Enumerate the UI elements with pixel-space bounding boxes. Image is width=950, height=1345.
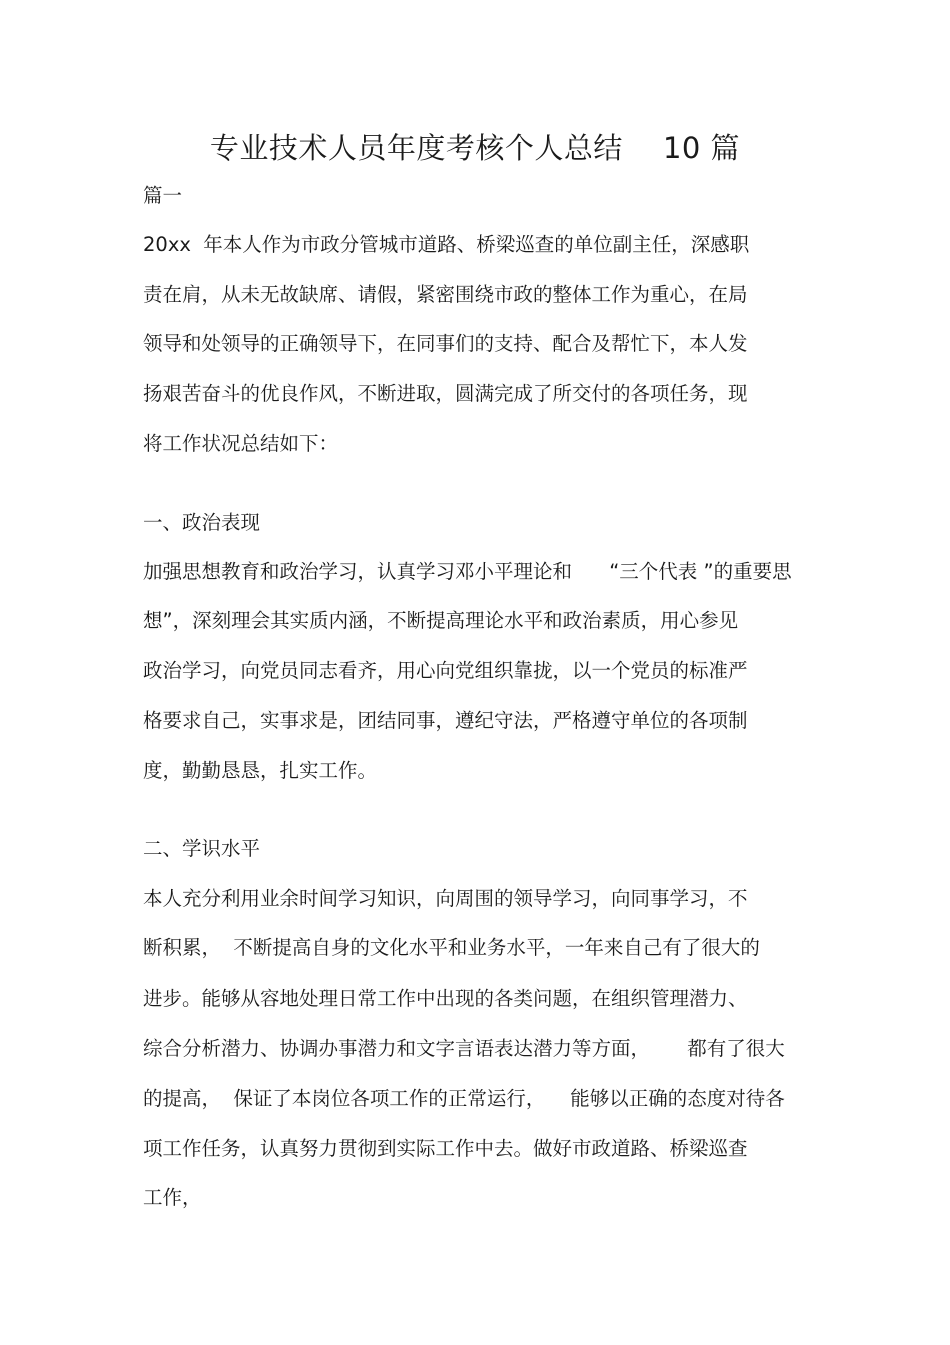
paragraph-line: 的提高， 保证了本岗位各项工作的正常运行， 能够以正确的态度对待各: [143, 1087, 785, 1110]
paragraph-line: 项工作任务，认真努力贯彻到实际工作中去。做好市政道路、桥梁巡查: [143, 1137, 748, 1160]
section-heading-politics: 一、政治表现: [143, 511, 261, 534]
paragraph-line: 本人充分利用业余时间学习知识，向周围的领导学习，向同事学习，不: [143, 887, 748, 910]
paragraph-line: 政治学习，向党员同志看齐，用心向党组织靠拢，以一个党员的标准严: [143, 659, 748, 682]
title-text: 专业技术人员年度考核个人总结: [209, 131, 623, 165]
title-count: 10 篇: [662, 131, 741, 165]
section-heading-knowledge: 二、学识水平: [143, 837, 261, 860]
paragraph-line: 将工作状况总结如下：: [143, 432, 339, 455]
paragraph-line: 工作，: [143, 1186, 202, 1209]
paragraph-line: 进步。能够从容地处理日常工作中出现的各类问题，在组织管理潜力、: [143, 987, 748, 1010]
paragraph-line: 度，勤勤恳恳，扎实工作。: [143, 759, 378, 782]
paragraph-line: 格要求自己，实事求是，团结同事，遵纪守法，严格遵守单位的各项制: [143, 709, 748, 732]
paragraph-line: 综合分析潜力、协调办事潜力和文字言语表达潜力等方面， 都有了很大: [143, 1037, 785, 1060]
paragraph-line: 扬艰苦奋斗的优良作风，不断进取，圆满完成了所交付的各项任务，现: [143, 382, 748, 405]
paragraph-line: 责在肩，从未无故缺席、请假，紧密围绕市政的整体工作为重心，在局: [143, 283, 748, 306]
paragraph-line: 加强思想教育和政治学习，认真学习邓小平理论和 “三个代表 ”的重要思: [143, 560, 792, 583]
section-heading-pian-yi: 篇一: [143, 184, 183, 207]
paragraph-line: 想”，深刻理会其实质内涵，不断提高理论水平和政治素质，用心参见: [143, 609, 739, 632]
document-title: [0, 128, 950, 168]
paragraph-line: 20xx 年本人作为市政分管城市道路、桥梁巡查的单位副主任，深感职: [143, 233, 750, 256]
paragraph-line: 断积累， 不断提高自身的文化水平和业务水平，一年来自己有了很大的: [143, 936, 760, 959]
paragraph-line: 领导和处领导的正确领导下，在同事们的支持、配合及帮忙下，本人发: [143, 332, 748, 355]
